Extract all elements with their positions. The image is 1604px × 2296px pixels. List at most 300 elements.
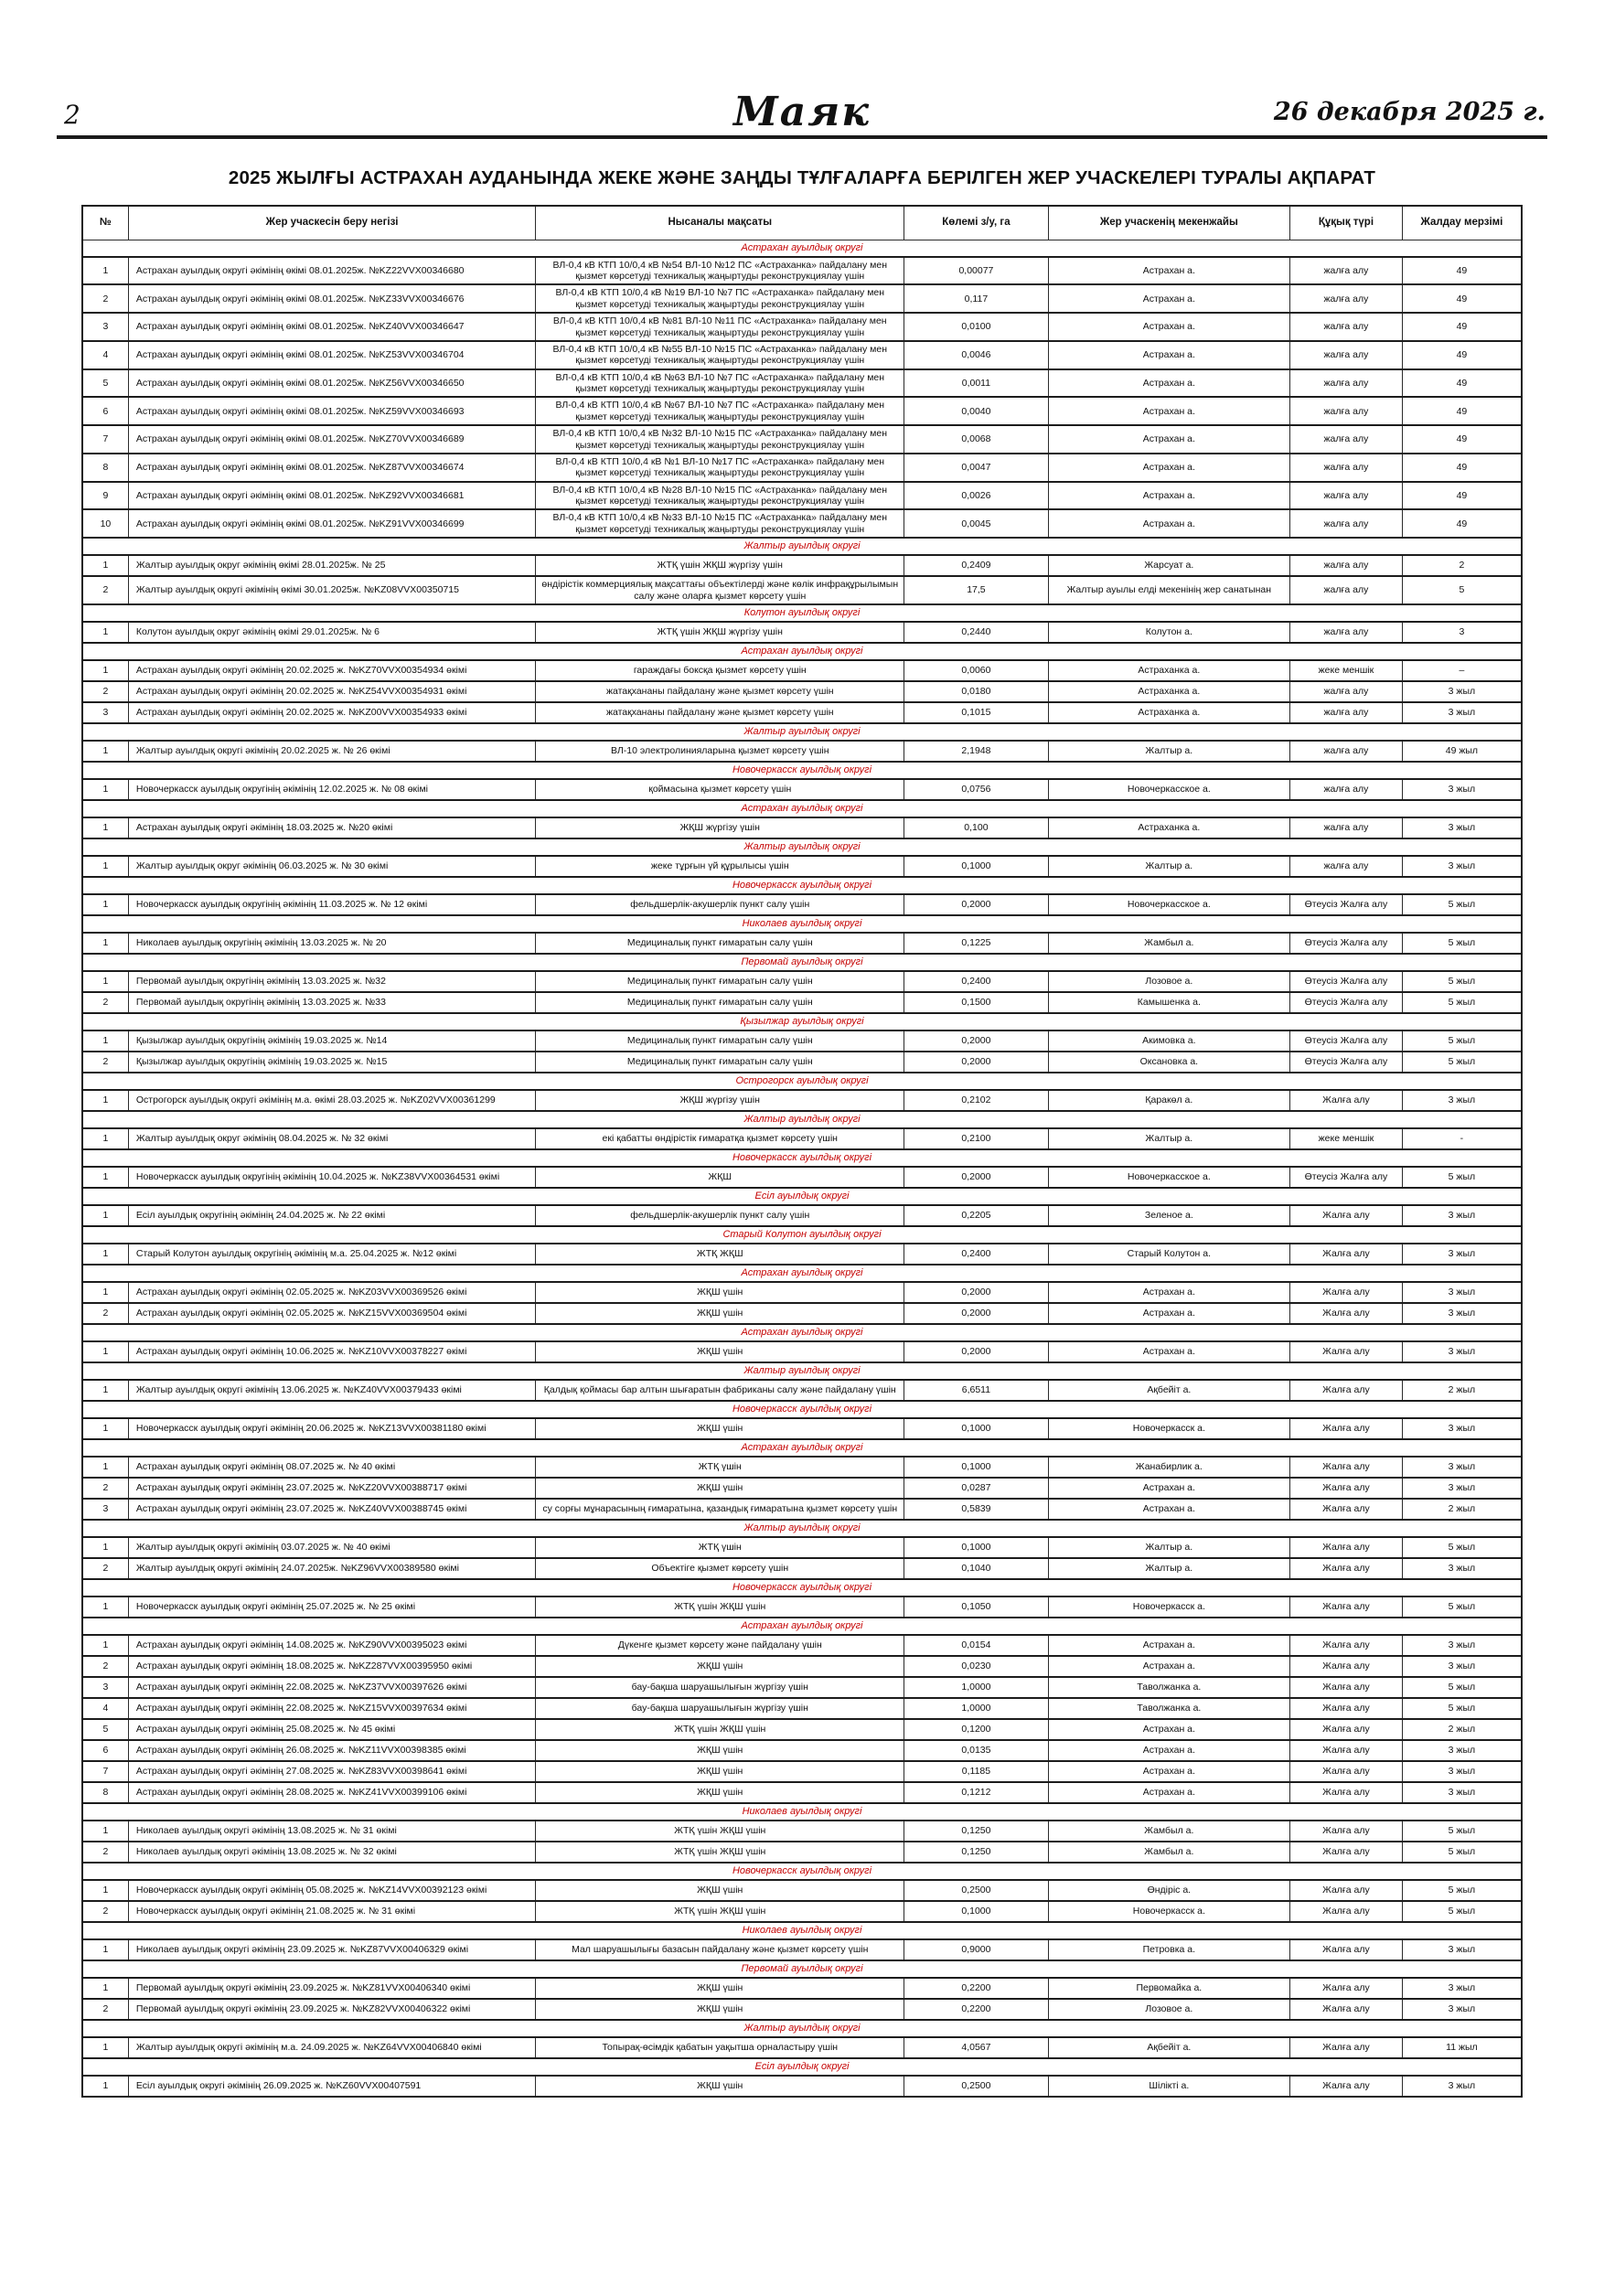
table-row (82, 1782, 1522, 1803)
right-type-cell: Жалға алу (1290, 1244, 1403, 1265)
row-number-cell: 2 (82, 1656, 128, 1677)
basis-cell: Жалтыр ауылдық округі әкімінің 13.06.2025 ж. №KZ40VVX00379433 өкімі (128, 1380, 535, 1401)
table-row (82, 1719, 1522, 1740)
purpose-cell: ЖТҚ үшін ЖҚШ үшін (536, 1719, 904, 1740)
basis-cell: Астрахан ауылдық округі әкімінің 20.02.2025 ж. №KZ00VVX00354933 өкімі (128, 702, 535, 723)
term-cell: 3 жыл (1402, 1978, 1522, 1999)
right-type-cell: жеке меншік (1290, 660, 1403, 681)
address-cell: Жарсуат а. (1048, 555, 1289, 576)
table-row (82, 509, 1522, 538)
table-row (82, 1761, 1522, 1782)
row-number-cell: 1 (82, 1128, 128, 1149)
basis-cell: Астрахан ауылдық округі әкімінің 08.07.2025 ж. № 40 өкімі (128, 1457, 535, 1478)
area-cell: 0,1000 (904, 1537, 1048, 1558)
basis-cell: Астрахан ауылдық округі әкімінің 20.02.2025 ж. №KZ54VVX00354931 өкімі (128, 681, 535, 702)
right-type-cell: Жалға алу (1290, 1303, 1403, 1324)
section-row (82, 1401, 1522, 1418)
area-cell: 0,100 (904, 817, 1048, 838)
table-row (82, 1167, 1522, 1188)
right-type-cell: жалға алу (1290, 741, 1403, 762)
table-row (82, 1597, 1522, 1618)
right-type-cell: Жалға алу (1290, 1457, 1403, 1478)
basis-cell: Астрахан ауылдық округі әкімінің 02.05.2025 ж. №KZ03VVX00369526 өкімі (128, 1282, 535, 1303)
section-row (82, 954, 1522, 971)
purpose-cell: Медициналық пункт ғимаратын салу үшін (536, 971, 904, 992)
basis-cell: Жалтыр ауылдық округ әкімінің 08.04.2025 ж. № 32 өкімі (128, 1128, 535, 1149)
right-type-cell: Жалға алу (1290, 1282, 1403, 1303)
area-cell: 0,1185 (904, 1761, 1048, 1782)
row-number-cell: 1 (82, 1380, 128, 1401)
table-row (82, 1999, 1522, 2020)
purpose-cell: ЖТҚ үшін (536, 1537, 904, 1558)
section-title: Первомай ауылдық округі (82, 1960, 1522, 1978)
address-cell: Астрахан а. (1048, 1782, 1289, 1803)
section-title: Астрахан ауылдық округі (82, 1324, 1522, 1341)
table-header-row (82, 206, 1522, 240)
row-number-cell: 1 (82, 1457, 128, 1478)
term-cell: 3 жыл (1402, 1303, 1522, 1324)
row-number-cell: 3 (82, 1499, 128, 1520)
right-type-cell: Жалға алу (1290, 2076, 1403, 2097)
row-number-cell: 1 (82, 1167, 128, 1188)
address-cell: Зеленое а. (1048, 1205, 1289, 1226)
basis-cell: Новочеркасск ауылдық округінің әкімінің 12.02.2025 ж. № 08 өкімі (128, 779, 535, 800)
purpose-cell: қоймасына қызмет көрсету үшін (536, 779, 904, 800)
purpose-cell: ЖҚШ үшін (536, 1341, 904, 1362)
basis-cell: Астрахан ауылдық округі әкімінің 22.08.2025 ж. №KZ37VVX00397626 өкімі (128, 1677, 535, 1698)
right-type-cell: Жалға алу (1290, 2037, 1403, 2058)
area-cell: 0,2205 (904, 1205, 1048, 1226)
term-cell: – (1402, 660, 1522, 681)
purpose-cell: ВЛ-0,4 кВ КТП 10/0,4 кВ №55 ВЛ-10 №15 ПС «Астраханка» пайдалану мен қызмет көрсетуді техникалық жаңыртуды реконструкциялау үшін (536, 341, 904, 369)
term-cell: 49 (1402, 284, 1522, 313)
table-row (82, 1656, 1522, 1677)
section-row (82, 1013, 1522, 1031)
section-title: Жалтыр ауылдық округі (82, 1362, 1522, 1380)
table-row (82, 1380, 1522, 1401)
address-cell: Акимовка а. (1048, 1031, 1289, 1052)
purpose-cell: ВЛ-0,4 кВ КТП 10/0,4 кВ №1 ВЛ-10 №17 ПС «Астраханка» пайдалану мен қызмет көрсетуді техникалық жаңыртуды реконструкциялау үшін (536, 454, 904, 482)
row-number-cell: 7 (82, 425, 128, 454)
right-type-cell: Жалға алу (1290, 1341, 1403, 1362)
address-cell: Таволжанка а. (1048, 1677, 1289, 1698)
row-number-cell: 1 (82, 1341, 128, 1362)
right-type-cell: жалға алу (1290, 313, 1403, 341)
address-cell: Жамбыл а. (1048, 933, 1289, 954)
table-row (82, 1457, 1522, 1478)
right-type-cell: Жалға алу (1290, 1558, 1403, 1579)
row-number-cell: 1 (82, 1635, 128, 1656)
section-title: Жалтыр ауылдық округі (82, 1111, 1522, 1128)
address-cell: Первомайка а. (1048, 1978, 1289, 1999)
right-type-cell: Жалға алу (1290, 1719, 1403, 1740)
table-row (82, 1128, 1522, 1149)
basis-cell: Астрахан ауылдық округі әкімінің 23.07.2025 ж. №KZ40VVX00388745 өкімі (128, 1499, 535, 1520)
row-number-cell: 7 (82, 1761, 128, 1782)
basis-cell: Астрахан ауылдық округі әкімінің өкімі 08.01.2025ж. №KZ59VVX00346693 (128, 397, 535, 425)
row-number-cell: 1 (82, 622, 128, 643)
term-cell: 3 жыл (1402, 1656, 1522, 1677)
address-cell: Астрахан а. (1048, 1341, 1289, 1362)
table-row (82, 397, 1522, 425)
address-cell: Новочеркасск а. (1048, 1597, 1289, 1618)
right-type-cell: жалға алу (1290, 341, 1403, 369)
address-cell: Новочеркасское а. (1048, 1167, 1289, 1188)
section-row (82, 1618, 1522, 1635)
section-row (82, 915, 1522, 933)
row-number-cell: 1 (82, 2037, 128, 2058)
issue-date: 26 декабря 2025 г. (1273, 98, 1545, 126)
basis-cell: Первомай ауылдық округінің әкімінің 13.03.2025 ж. №32 (128, 971, 535, 992)
row-number-cell: 1 (82, 933, 128, 954)
basis-cell: Жалтыр ауылдық округ әкімінің өкімі 28.01.2025ж. № 25 (128, 555, 535, 576)
section-title: Новочеркасск ауылдық округі (82, 1149, 1522, 1167)
term-cell: 5 жыл (1402, 1880, 1522, 1901)
section-row (82, 2058, 1522, 2076)
address-cell: Жалтыр ауылы елді мекенінің жер санатынан (1048, 576, 1289, 604)
right-type-cell: Жалға алу (1290, 1635, 1403, 1656)
row-number-cell: 1 (82, 817, 128, 838)
purpose-cell: ЖҚШ үшін (536, 1478, 904, 1499)
term-cell: 2 жыл (1402, 1719, 1522, 1740)
table-row (82, 369, 1522, 398)
article-title: 2025 ЖЫЛҒЫ АСТРАХАН АУДАНЫНДА ЖЕКЕ ЖӘНЕ ЗАҢДЫ ТҰЛҒАЛАРҒА БЕРІЛГЕН ЖЕР УЧАСКЕЛЕРІ ТУРАЛЫ АҚПАРАТ (228, 167, 1376, 188)
section-row (82, 723, 1522, 741)
purpose-cell: Медициналық пункт ғимаратын салу үшін (536, 1031, 904, 1052)
right-type-cell: жалға алу (1290, 482, 1403, 510)
purpose-cell: ВЛ-0,4 кВ КТП 10/0,4 кВ №32 ВЛ-10 №15 ПС «Астраханка» пайдалану мен қызмет көрсетуді техникалық жаңыртуды реконструкциялау үшін (536, 425, 904, 454)
basis-cell: Астрахан ауылдық округі әкімінің 20.02.2025 ж. №KZ70VVX00354934 өкімі (128, 660, 535, 681)
table-row (82, 1842, 1522, 1863)
basis-cell: Астрахан ауылдық округі әкімінің 25.08.2025 ж. № 45 өкімі (128, 1719, 535, 1740)
section-title: Есіл ауылдық округі (82, 2058, 1522, 2076)
column-header-0: № (82, 206, 128, 240)
address-cell: Астрахан а. (1048, 1635, 1289, 1656)
area-cell: 0,0135 (904, 1740, 1048, 1761)
address-cell: Ақбейіт а. (1048, 2037, 1289, 2058)
term-cell: 5 жыл (1402, 1052, 1522, 1073)
right-type-cell: Жалға алу (1290, 1499, 1403, 1520)
address-cell: Шілікті а. (1048, 2076, 1289, 2097)
right-type-cell: жалға алу (1290, 454, 1403, 482)
section-row (82, 1188, 1522, 1205)
area-cell: 0,2000 (904, 1341, 1048, 1362)
section-title: Новочеркасск ауылдық округі (82, 1401, 1522, 1418)
section-title: Қызылжар ауылдық округі (82, 1013, 1522, 1031)
address-cell: Жалтыр а. (1048, 1558, 1289, 1579)
term-cell: 5 жыл (1402, 1842, 1522, 1863)
table-row (82, 971, 1522, 992)
row-number-cell: 1 (82, 779, 128, 800)
basis-cell: Николаев ауылдық округі әкімінің 13.08.2025 ж. № 31 өкімі (128, 1821, 535, 1842)
purpose-cell: ВЛ-10 электролинияларына қызмет көрсету үшін (536, 741, 904, 762)
address-cell: Астрахан а. (1048, 1740, 1289, 1761)
section-title: Николаев ауылдық округі (82, 1803, 1522, 1821)
area-cell: 0,0230 (904, 1656, 1048, 1677)
purpose-cell: фельдшерлік-акушерлік пункт салу үшін (536, 894, 904, 915)
section-row (82, 1579, 1522, 1597)
row-number-cell: 6 (82, 1740, 128, 1761)
purpose-cell: ЖТҚ үшін ЖҚШ жүргізу үшін (536, 555, 904, 576)
row-number-cell: 1 (82, 555, 128, 576)
area-cell: 1,0000 (904, 1698, 1048, 1719)
table-row (82, 284, 1522, 313)
right-type-cell: Өтеусіз Жалға алу (1290, 1167, 1403, 1188)
row-number-cell: 1 (82, 971, 128, 992)
section-row (82, 1265, 1522, 1282)
table-row (82, 1418, 1522, 1439)
area-cell: 0,1200 (904, 1719, 1048, 1740)
table-row (82, 933, 1522, 954)
area-cell: 0,2000 (904, 894, 1048, 915)
term-cell: 2 жыл (1402, 1380, 1522, 1401)
table-row (82, 817, 1522, 838)
term-cell: 2 жыл (1402, 1499, 1522, 1520)
address-cell: Астрахан а. (1048, 1656, 1289, 1677)
area-cell: 0,2102 (904, 1090, 1048, 1111)
term-cell: 11 жыл (1402, 2037, 1522, 2058)
basis-cell: Астрахан ауылдық округі әкімінің 18.03.2025 ж. №20 өкімі (128, 817, 535, 838)
address-cell: Старый Колутон а. (1048, 1244, 1289, 1265)
basis-cell: Астрахан ауылдық округі әкімінің өкімі 08.01.2025ж. №KZ87VVX00346674 (128, 454, 535, 482)
row-number-cell: 1 (82, 1939, 128, 1960)
purpose-cell: ЖТҚ үшін ЖҚШ үшін (536, 1597, 904, 1618)
row-number-cell: 6 (82, 397, 128, 425)
address-cell: Жанабирлик а. (1048, 1457, 1289, 1478)
area-cell: 0,0046 (904, 341, 1048, 369)
term-cell: 49 (1402, 257, 1522, 285)
address-cell: Петровка а. (1048, 1939, 1289, 1960)
area-cell: 0,0100 (904, 313, 1048, 341)
section-row (82, 538, 1522, 555)
section-row (82, 1362, 1522, 1380)
right-type-cell: Жалға алу (1290, 1090, 1403, 1111)
area-cell: 0,117 (904, 284, 1048, 313)
purpose-cell: бау-бақша шаруашылығын жүргізу үшін (536, 1677, 904, 1698)
area-cell: 1,0000 (904, 1677, 1048, 1698)
row-number-cell: 1 (82, 1031, 128, 1052)
term-cell: 3 жыл (1402, 702, 1522, 723)
purpose-cell: Медициналық пункт ғимаратын салу үшін (536, 992, 904, 1013)
basis-cell: Первомай ауылдық округі әкімінің 23.09.2025 ж. №KZ81VVX00406340 өкімі (128, 1978, 535, 1999)
section-title: Жалтыр ауылдық округі (82, 838, 1522, 856)
section-row (82, 1149, 1522, 1167)
right-type-cell: Жалға алу (1290, 1698, 1403, 1719)
right-type-cell: жалға алу (1290, 856, 1403, 877)
area-cell: 6,6511 (904, 1380, 1048, 1401)
purpose-cell: Дүкенге қызмет көрсету және пайдалану үшін (536, 1635, 904, 1656)
area-cell: 0,2000 (904, 1303, 1048, 1324)
purpose-cell: ВЛ-0,4 кВ КТП 10/0,4 кВ №63 ВЛ-10 №7 ПС «Астраханка» пайдалану мен қызмет көрсетуді техникалық жаңыртуды реконструкциялау үшін (536, 369, 904, 398)
table-row (82, 1880, 1522, 1901)
purpose-cell: ЖҚШ үшін (536, 1418, 904, 1439)
term-cell: 49 (1402, 313, 1522, 341)
purpose-cell: жатақхананы пайдалану және қызмет көрсету үшін (536, 681, 904, 702)
section-title: Новочеркасск ауылдық округі (82, 1579, 1522, 1597)
area-cell: 0,1000 (904, 1418, 1048, 1439)
area-cell: 0,00077 (904, 257, 1048, 285)
section-title: Астрахан ауылдық округі (82, 643, 1522, 660)
table-row (82, 1740, 1522, 1761)
row-number-cell: 5 (82, 369, 128, 398)
section-title: Астрахан ауылдық округі (82, 800, 1522, 817)
purpose-cell: ВЛ-0,4 кВ КТП 10/0,4 кВ №81 ВЛ-10 №11 ПС «Астраханка» пайдалану мен қызмет көрсетуді техникалық жаңыртуды реконструкциялау үшін (536, 313, 904, 341)
term-cell: 3 жыл (1402, 1939, 1522, 1960)
address-cell: Ақбейіт а. (1048, 1380, 1289, 1401)
table-row (82, 482, 1522, 510)
column-header-5: Құқық түрі (1290, 206, 1403, 240)
table-row (82, 702, 1522, 723)
address-cell: Новочеркасское а. (1048, 894, 1289, 915)
section-title: Жалтыр ауылдық округі (82, 1520, 1522, 1537)
table-row (82, 2076, 1522, 2097)
address-cell: Астрахан а. (1048, 313, 1289, 341)
row-number-cell: 1 (82, 1205, 128, 1226)
basis-cell: Астрахан ауылдық округі әкімінің өкімі 08.01.2025ж. №KZ70VVX00346689 (128, 425, 535, 454)
row-number-cell: 1 (82, 1244, 128, 1265)
section-row (82, 1111, 1522, 1128)
basis-cell: Астрахан ауылдық округі әкімінің 28.08.2025 ж. №KZ41VVX00399106 өкімі (128, 1782, 535, 1803)
area-cell: 0,0047 (904, 454, 1048, 482)
section-title: Старый Колутон ауылдық округі (82, 1226, 1522, 1244)
basis-cell: Астрахан ауылдық округі әкімінің өкімі 08.01.2025ж. №KZ53VVX00346704 (128, 341, 535, 369)
address-cell: Астрахан а. (1048, 1303, 1289, 1324)
purpose-cell: Топырақ-өсімдік қабатын уақытша орналастыру үшін (536, 2037, 904, 2058)
section-title: Новочеркасск ауылдық округі (82, 877, 1522, 894)
row-number-cell: 1 (82, 1597, 128, 1618)
area-cell: 0,1250 (904, 1821, 1048, 1842)
section-row (82, 1803, 1522, 1821)
address-cell: Жалтыр а. (1048, 856, 1289, 877)
section-row (82, 240, 1522, 257)
table-row (82, 1031, 1522, 1052)
purpose-cell: ЖҚШ үшін (536, 1999, 904, 2020)
basis-cell: Жалтыр ауылдық округ әкімінің 06.03.2025 ж. № 30 өкімі (128, 856, 535, 877)
table-row (82, 856, 1522, 877)
purpose-cell: ЖТҚ ЖҚШ (536, 1244, 904, 1265)
right-type-cell: Жалға алу (1290, 1978, 1403, 1999)
term-cell: 3 жыл (1402, 2076, 1522, 2097)
row-number-cell: 1 (82, 1821, 128, 1842)
term-cell: 3 жыл (1402, 856, 1522, 877)
row-number-cell: 1 (82, 894, 128, 915)
basis-cell: Астрахан ауылдық округі әкімінің 22.08.2025 ж. №KZ15VVX00397634 өкімі (128, 1698, 535, 1719)
purpose-cell: бау-бақша шаруашылығын жүргізу үшін (536, 1698, 904, 1719)
address-cell: Астрахан а. (1048, 257, 1289, 285)
table-row (82, 1090, 1522, 1111)
row-number-cell: 2 (82, 992, 128, 1013)
basis-cell: Жалтыр ауылдық округі әкімінің 03.07.2025 ж. № 40 өкімі (128, 1537, 535, 1558)
section-row (82, 1960, 1522, 1978)
row-number-cell: 9 (82, 482, 128, 510)
section-title: Астрахан ауылдық округі (82, 1265, 1522, 1282)
area-cell: 0,2000 (904, 1167, 1048, 1188)
area-cell: 0,9000 (904, 1939, 1048, 1960)
purpose-cell: ЖҚШ үшін (536, 1880, 904, 1901)
column-header-6: Жалдау мерзімі (1402, 206, 1522, 240)
address-cell: Жамбыл а. (1048, 1821, 1289, 1842)
area-cell: 0,2100 (904, 1128, 1048, 1149)
area-cell: 0,2400 (904, 971, 1048, 992)
term-cell: 3 жыл (1402, 1282, 1522, 1303)
section-row (82, 1226, 1522, 1244)
row-number-cell: 1 (82, 741, 128, 762)
term-cell: 3 жыл (1402, 1090, 1522, 1111)
address-cell: Қаракөл а. (1048, 1090, 1289, 1111)
term-cell: 49 жыл (1402, 741, 1522, 762)
table-row (82, 992, 1522, 1013)
address-cell: Астрахан а. (1048, 425, 1289, 454)
area-cell: 17,5 (904, 576, 1048, 604)
address-cell: Астраханка а. (1048, 660, 1289, 681)
table-row (82, 1698, 1522, 1719)
term-cell: 3 (1402, 622, 1522, 643)
section-title: Астрахан ауылдық округі (82, 240, 1522, 257)
area-cell: 0,2000 (904, 1282, 1048, 1303)
section-row (82, 877, 1522, 894)
basis-cell: Астрахан ауылдық округі әкімінің 27.08.2025 ж. №KZ83VVX00398641 өкімі (128, 1761, 535, 1782)
term-cell: 3 жыл (1402, 817, 1522, 838)
row-number-cell: 3 (82, 1677, 128, 1698)
purpose-cell: ЖТҚ үшін (536, 1457, 904, 1478)
term-cell: 3 жыл (1402, 1478, 1522, 1499)
term-cell: 3 жыл (1402, 779, 1522, 800)
right-type-cell: Өтеусіз Жалға алу (1290, 971, 1403, 992)
basis-cell: Астрахан ауылдық округі әкімінің 23.07.2025 ж. №KZ20VVX00388717 өкімі (128, 1478, 535, 1499)
section-row (82, 2020, 1522, 2037)
area-cell: 0,1040 (904, 1558, 1048, 1579)
purpose-cell: ВЛ-0,4 кВ КТП 10/0,4 кВ №33 ВЛ-10 №15 ПС «Астраханка» пайдалану мен қызмет көрсетуді техникалық жаңыртуды реконструкциялау үшін (536, 509, 904, 538)
address-cell: Новочеркасск а. (1048, 1418, 1289, 1439)
purpose-cell: жеке тұрғын үй құрылысы үшін (536, 856, 904, 877)
term-cell: 5 жыл (1402, 1677, 1522, 1698)
right-type-cell: Жалға алу (1290, 1537, 1403, 1558)
term-cell: 5 жыл (1402, 1167, 1522, 1188)
term-cell: 49 (1402, 369, 1522, 398)
purpose-cell: ЖТҚ үшін ЖҚШ жүргізу үшін (536, 622, 904, 643)
address-cell: Таволжанка а. (1048, 1698, 1289, 1719)
right-type-cell: жалға алу (1290, 425, 1403, 454)
row-number-cell: 1 (82, 1880, 128, 1901)
row-number-cell: 1 (82, 1537, 128, 1558)
section-title: Новочеркасск ауылдық округі (82, 762, 1522, 779)
term-cell: 5 жыл (1402, 1597, 1522, 1618)
purpose-cell: ВЛ-0,4 кВ КТП 10/0,4 кВ №54 ВЛ-10 №12 ПС «Астраханка» пайдалану мен қызмет көрсетуді техникалық жаңыртуды реконструкциялау үшін (536, 257, 904, 285)
purpose-cell: ЖҚШ үшін (536, 1761, 904, 1782)
area-cell: 0,1250 (904, 1842, 1048, 1863)
area-cell: 0,1050 (904, 1597, 1048, 1618)
table-row (82, 1635, 1522, 1656)
table-row (82, 1901, 1522, 1922)
right-type-cell: Жалға алу (1290, 1418, 1403, 1439)
table-row (82, 779, 1522, 800)
basis-cell: Астрахан ауылдық округі әкімінің 14.08.2025 ж. №KZ90VVX00395023 өкімі (128, 1635, 535, 1656)
section-row (82, 838, 1522, 856)
term-cell: 3 жыл (1402, 1782, 1522, 1803)
basis-cell: Новочеркасск ауылдық округінің әкімінің 11.03.2025 ж. № 12 өкімі (128, 894, 535, 915)
row-number-cell: 8 (82, 1782, 128, 1803)
table-row (82, 894, 1522, 915)
purpose-cell: ЖҚШ үшін (536, 2076, 904, 2097)
right-type-cell: Жалға алу (1290, 1656, 1403, 1677)
row-number-cell: 10 (82, 509, 128, 538)
basis-cell: Астрахан ауылдық округі әкімінің 18.08.2025 ж. №KZ287VVX00395950 өкімі (128, 1656, 535, 1677)
address-cell: Астрахан а. (1048, 1719, 1289, 1740)
basis-cell: Колутон ауылдық округ әкімінің өкімі 29.01.2025ж. № 6 (128, 622, 535, 643)
right-type-cell: Жалға алу (1290, 1677, 1403, 1698)
newspaper-masthead: Маяк (732, 89, 871, 135)
basis-cell: Жалтыр ауылдық округі әкімінің 24.07.2025ж. №KZ96VVX00389580 өкімі (128, 1558, 535, 1579)
